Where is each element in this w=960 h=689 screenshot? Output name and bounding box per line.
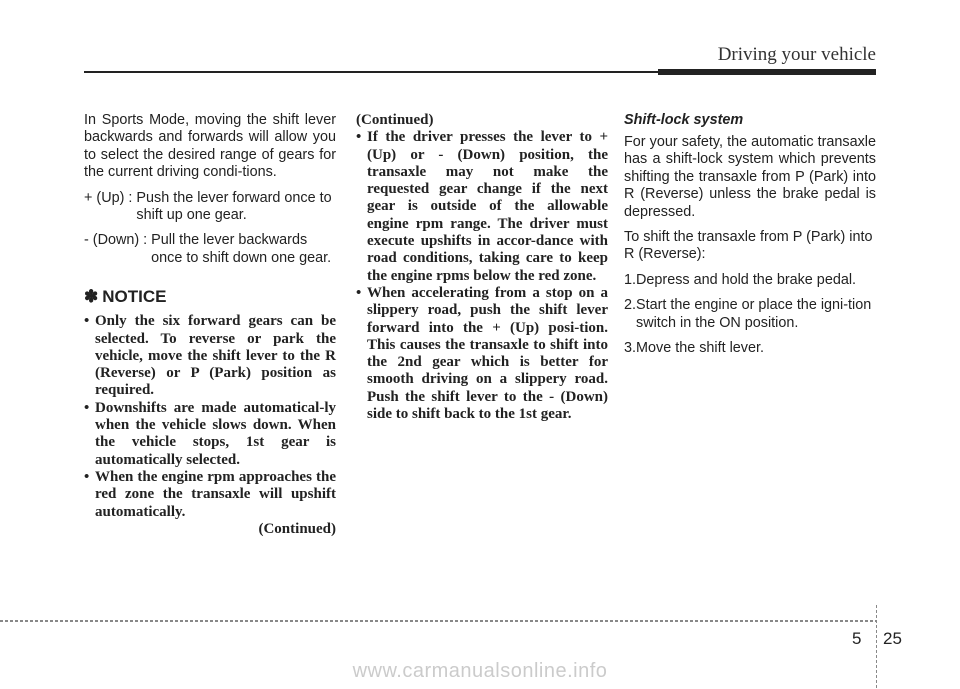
bullet-icon: • bbox=[356, 284, 362, 301]
column-2 bbox=[356, 112, 608, 423]
paragraph: To shift the transaxle from P (Park) into R (Reverse): bbox=[624, 229, 873, 263]
bullet-icon: • bbox=[84, 468, 90, 485]
header-rule bbox=[84, 71, 658, 73]
column-3 bbox=[624, 112, 876, 357]
numbered-step: 2. Start the engine or place the igni-tion switch in the ON position. bbox=[624, 297, 872, 331]
paragraph: For your safety, the automatic transaxle has a shift-lock system which prevents shifting the transaxle from P (Park) into R (Reverse) unless the brake pedal is depressed. bbox=[624, 134, 876, 220]
definition-desc: Pull the lever backwards once to shift down one gear. bbox=[151, 232, 332, 266]
continued-label: (Continued) bbox=[356, 112, 434, 128]
watermark: www.carmanualsonline.info bbox=[352, 660, 608, 682]
definition-up bbox=[84, 190, 336, 225]
column-1 bbox=[84, 112, 336, 538]
continued-label: (Continued) bbox=[258, 520, 336, 537]
chapter-number: 5 bbox=[852, 629, 862, 648]
page-number: 25 bbox=[883, 629, 902, 648]
numbered-step: 3. Move the shift lever. bbox=[624, 340, 764, 357]
numbered-step: 1. Depress and hold the brake pedal. bbox=[624, 271, 857, 288]
intro-paragraph: In Sports Mode, moving the shift lever backwards and forwards will allow you to select the desired range of gears for the current driving condi-tions. bbox=[84, 112, 336, 181]
notice-title: NOTICE bbox=[102, 287, 167, 307]
list-item: • Only the six forward gears can be selected. To reverse or park the vehicle, move the shift lever to the R (Reverse) or P (Park) position as required. bbox=[84, 313, 336, 399]
list-item: • When the engine rpm approaches the red zone the transaxle will upshift automatically. bbox=[84, 468, 336, 520]
bullet-icon: • bbox=[84, 399, 90, 416]
list-item: • If the driver presses the lever to + (Up) or - (Down) position, the transaxle may not make the requested gear change if the next gear is outside of the allowable engine rpm range. The driver must execute upshifts in accor-dance with road conditions, taking care to keep the engine rpms below the red zone. bbox=[356, 129, 608, 284]
definition-term: - (Down) : bbox=[84, 232, 152, 249]
section-title: Driving your vehicle bbox=[717, 44, 876, 65]
bullet-icon: • bbox=[84, 313, 90, 330]
notice-star-icon: ✽ bbox=[84, 287, 99, 307]
bullet-icon: • bbox=[356, 129, 362, 146]
list-item: • When accelerating from a stop on a slippery road, push the shift lever forward into the + (Up) posi-tion. This causes the transaxle to shift into the 2nd gear which is better for smooth driving on a slippery road. Push the shift lever to the - (Down) side to shift back to the 1st gear. bbox=[356, 284, 608, 423]
definition-term: + (Up) : bbox=[84, 189, 137, 206]
subsection-title: Shift-lock system bbox=[624, 112, 744, 128]
list-item: • Downshifts are made automatical-ly when the vehicle slows down. When the vehicle stops, 1st gear is automatically selected. bbox=[84, 399, 336, 468]
definition-desc: Push the lever forward once to shift up one gear. bbox=[136, 189, 332, 224]
header-rule-accent bbox=[658, 69, 876, 75]
definition-down bbox=[84, 232, 336, 267]
notice-heading bbox=[84, 287, 336, 307]
footer-rule bbox=[0, 620, 876, 622]
